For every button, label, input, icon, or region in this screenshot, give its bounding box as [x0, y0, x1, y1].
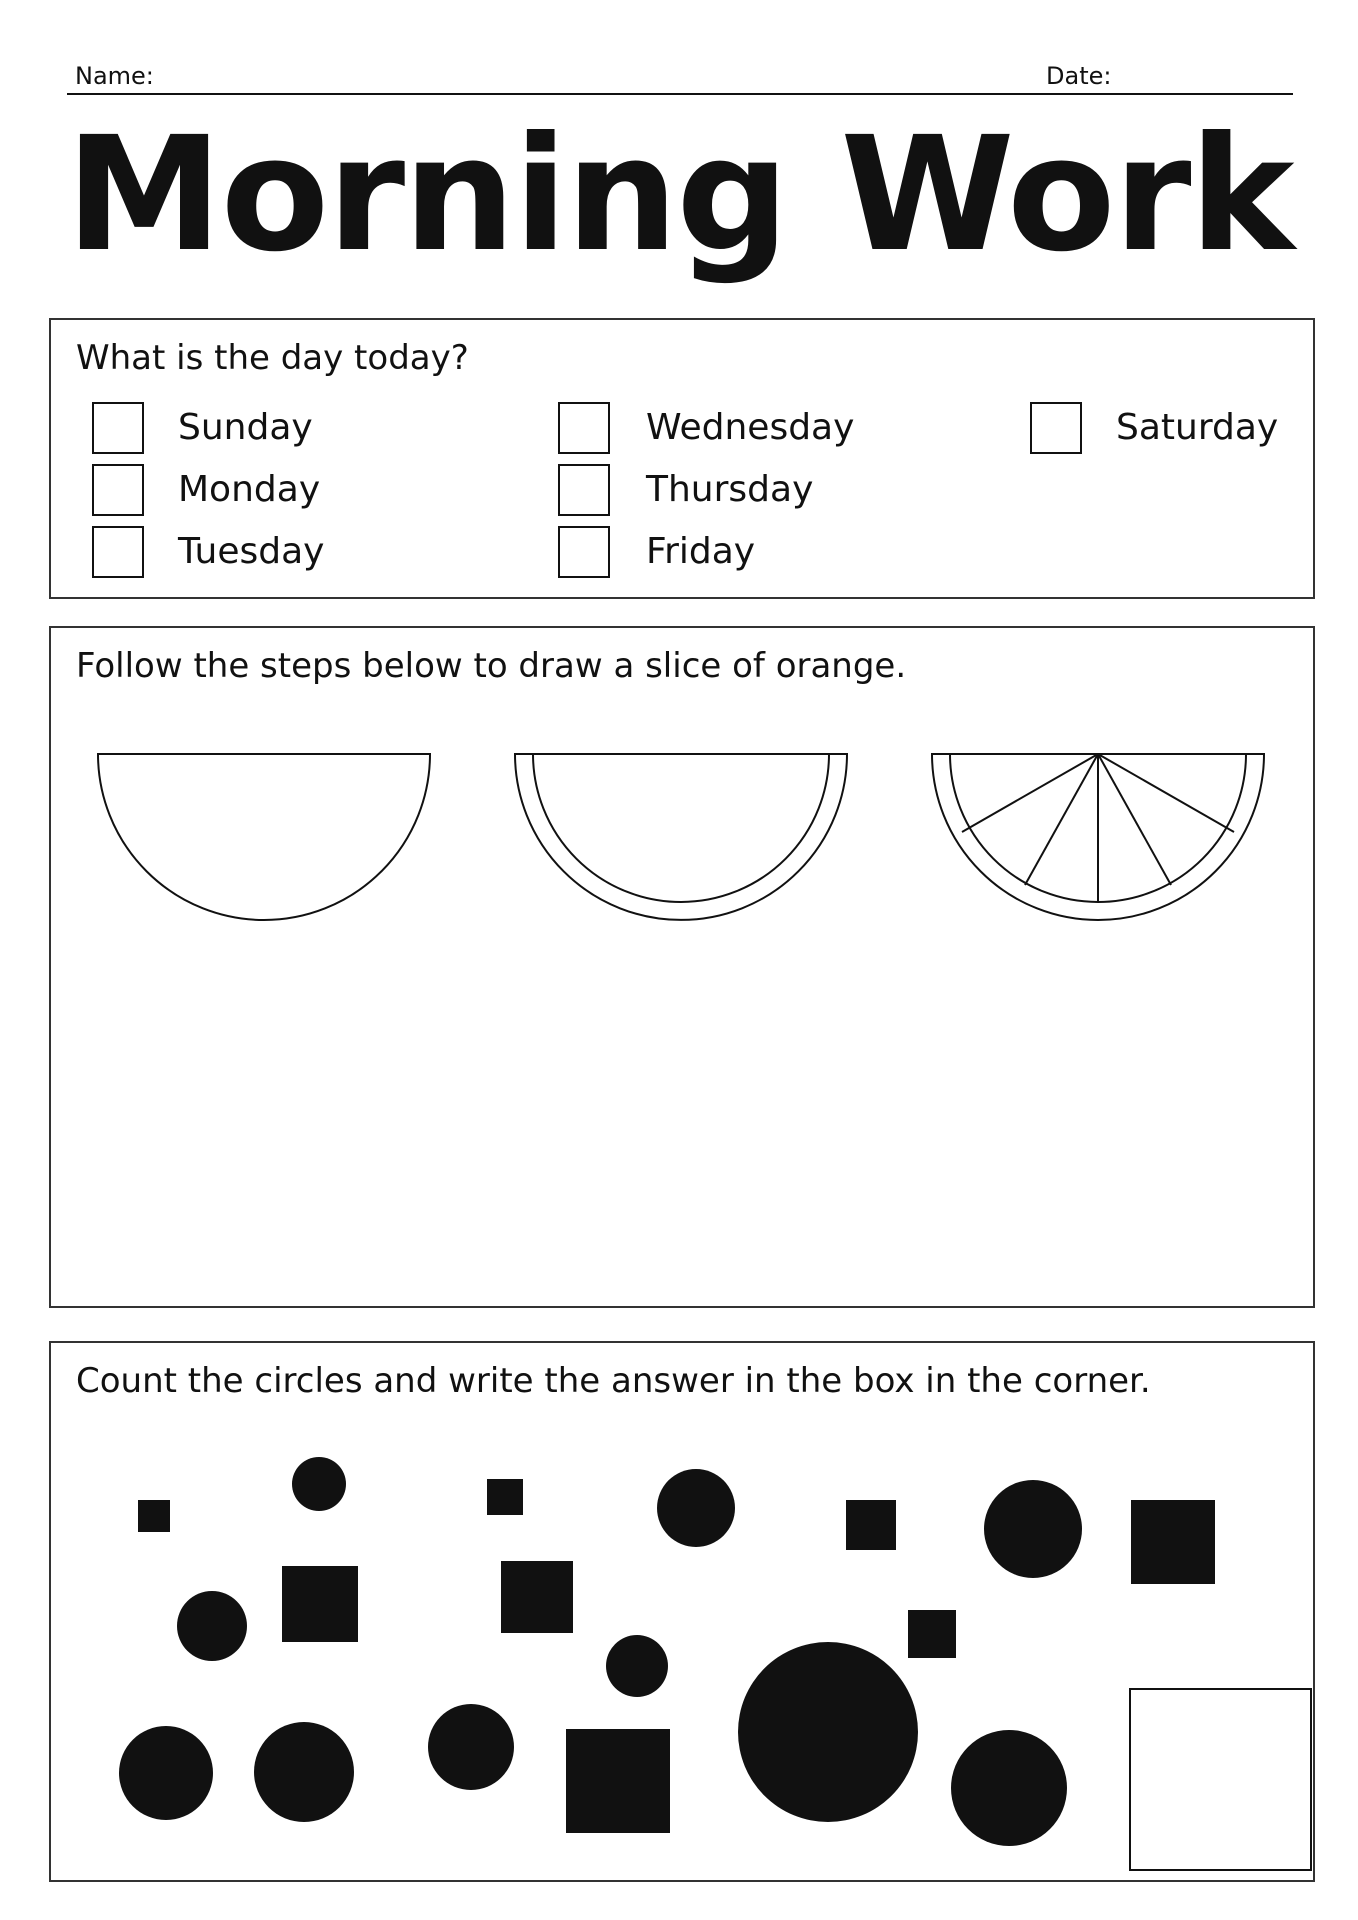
square-shape [487, 1479, 523, 1515]
orange-step-3-segments [932, 754, 1264, 920]
checkbox-friday[interactable] [558, 526, 610, 578]
circle-shape [119, 1726, 213, 1820]
shapes-drawing [51, 1343, 1313, 1880]
orange-instruction: Follow the steps below to draw a slice of orange. [76, 646, 907, 686]
label-wednesday: Wednesday [646, 407, 855, 448]
date-label: Date: [1046, 62, 1112, 90]
circle-shape [254, 1722, 354, 1822]
page-title: Morning Work [65, 103, 1293, 287]
square-shape [501, 1561, 573, 1633]
circle-shape [738, 1642, 918, 1822]
label-monday: Monday [178, 469, 321, 510]
count-panel [49, 1341, 1315, 1882]
count-instruction: Count the circles and write the answer in the box in the corner. [76, 1361, 1151, 1401]
circle-shape [428, 1704, 514, 1790]
name-date-line[interactable] [67, 93, 1293, 95]
orange-step-2-rind [515, 754, 847, 920]
square-shape [908, 1610, 956, 1658]
orange-panel [49, 626, 1315, 1308]
circle-shape [984, 1480, 1082, 1578]
checkbox-thursday[interactable] [558, 464, 610, 516]
square-shape [1131, 1500, 1215, 1584]
answer-box[interactable] [1129, 1688, 1312, 1871]
circle-shape [606, 1635, 668, 1697]
label-friday: Friday [646, 531, 756, 572]
circle-shape [657, 1469, 735, 1547]
label-thursday: Thursday [646, 469, 814, 510]
circle-shape [177, 1591, 247, 1661]
square-shape [846, 1500, 896, 1550]
checkbox-wednesday[interactable] [558, 402, 610, 454]
circle-shape [951, 1730, 1067, 1846]
checkbox-sunday[interactable] [92, 402, 144, 454]
day-panel [49, 318, 1315, 599]
label-sunday: Sunday [178, 407, 313, 448]
name-label: Name: [75, 62, 154, 90]
checkbox-monday[interactable] [92, 464, 144, 516]
day-question: What is the day today? [76, 338, 469, 378]
label-saturday: Saturday [1116, 407, 1279, 448]
label-tuesday: Tuesday [178, 531, 325, 572]
checkbox-saturday[interactable] [1030, 402, 1082, 454]
square-shape [566, 1729, 670, 1833]
square-shape [282, 1566, 358, 1642]
square-shape [138, 1500, 170, 1532]
circle-shape [292, 1457, 346, 1511]
orange-steps-drawing [51, 628, 1313, 1306]
orange-step-1-outline [98, 754, 430, 920]
checkbox-tuesday[interactable] [92, 526, 144, 578]
